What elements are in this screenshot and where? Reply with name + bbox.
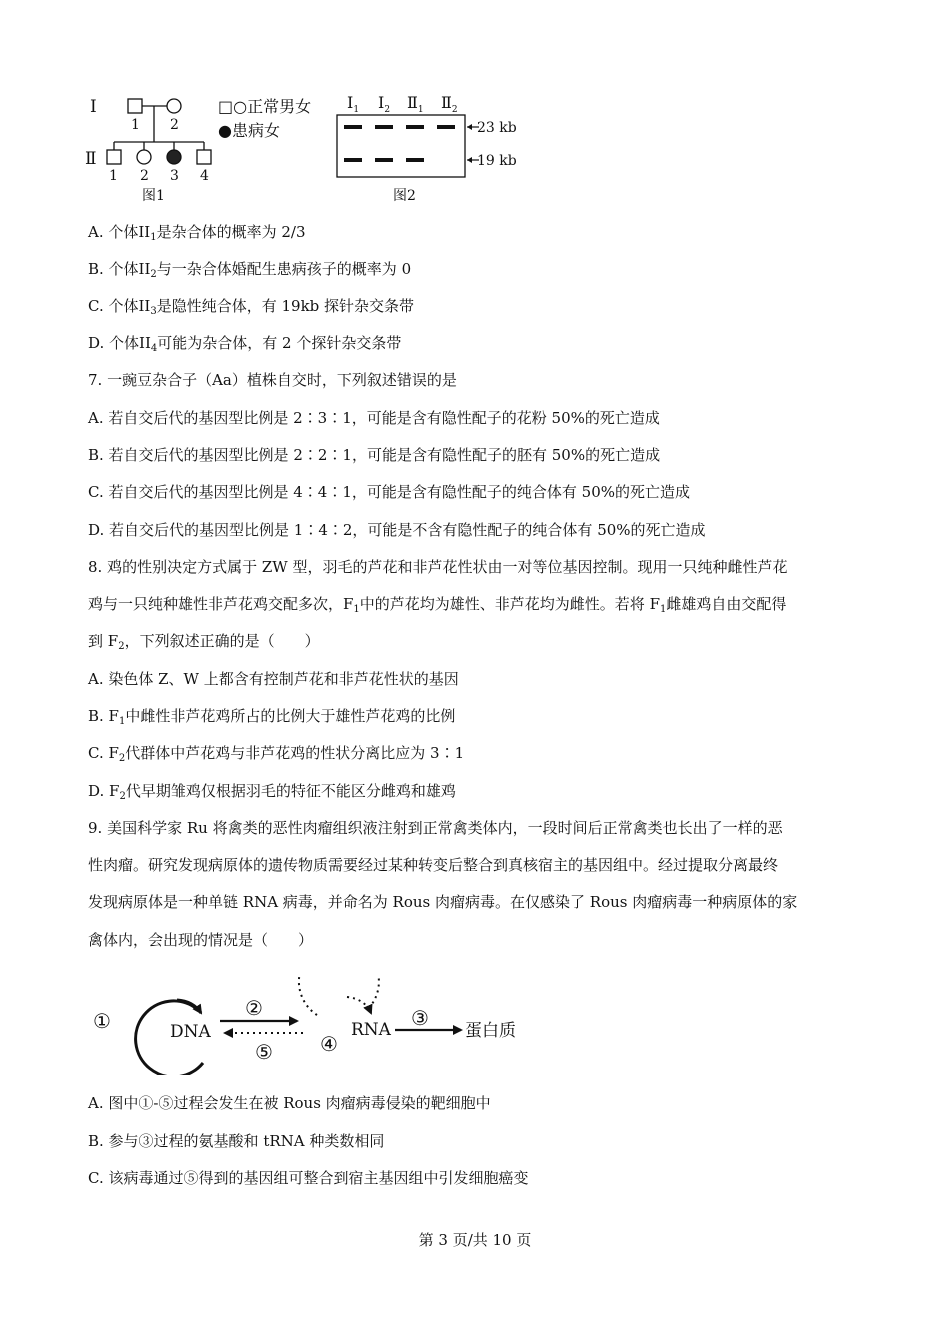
q8-stem-line2: 鸡与一只纯种雄性非芦花鸡交配多次，$F_1$中的芦花均为雄性、非芦花均为雌性。若将 $F_1$雌雄鸡自由交配得 (88, 595, 787, 615)
q9-option-b: B. 参与③过程的氨基酸和 tRNA 种类数相同 (88, 1132, 385, 1150)
q9-option-c: C. 该病毒通过⑤得到的基因组可整合到宿主基因组中引发细胞癌变 (88, 1169, 529, 1187)
legend-affected: ●患病女 (218, 121, 280, 140)
rna-label: RNA (351, 1020, 391, 1040)
q9-stem-line1: 9. 美国科学家 Ru 将禽类的恶性肉瘤组织液注射到正常禽类体内，一段时间后正常禽类也长出了一样的恶 (88, 819, 783, 837)
male-normal-I1 (128, 99, 142, 113)
q8-option-c: C. $F_2$代群体中芦花鸡与非芦花鸡的性状分离比应为 3∶1 (88, 744, 465, 764)
protein-label: 蛋白质 (465, 1021, 516, 1041)
band-19kb-I2 (375, 158, 393, 162)
gel-figure (335, 90, 525, 205)
q9-stem-line3: 发现病原体是一种单链 RNA 病毒，并命名为 Rous 肉瘤病毒。在仅感染了 Rous 肉瘤病毒一种病原体的家 (88, 893, 798, 911)
lane-label-II2: $Ⅱ_2$ (441, 93, 458, 115)
q9-stem-line2: 性肉瘤。研究发现病原体的遗传物质需要经过某种转变后整合到真核宿主的基因组中。经过提取分离最终 (88, 856, 779, 874)
member-II2-number: 2 (140, 168, 149, 184)
q8-option-a: A. 染色体 Z、W 上都含有控制芦花和非芦花性状的基因 (88, 670, 459, 688)
band-23kb-II2 (437, 125, 455, 129)
male-normal-II4 (197, 150, 211, 164)
member-I2-number: 2 (170, 117, 179, 133)
q8-stem-line3: 到 $F_2$，下列叙述正确的是（ ） (88, 632, 320, 652)
member-I1-number: 1 (131, 117, 140, 133)
process-5-label: ⑤ (255, 1040, 273, 1064)
arrowhead-icon (467, 124, 472, 130)
generation-label-II: Ⅱ (85, 149, 97, 169)
q7-option-b: B. 若自交后代的基因型比例是 2∶2∶1，可能是含有隐性配子的胚有 50%的死亡造成 (88, 446, 661, 464)
generation-label-I: I (90, 97, 97, 117)
lane-label-I2: $I_2$ (378, 93, 391, 115)
q8-stem-line1: 8. 鸡的性别决定方式属于 ZW 型，羽毛的芦花和非芦花性状由一对等位基因控制。现用一只纯种雌性芦花 (88, 558, 788, 576)
q7-option-d: D. 若自交后代的基因型比例是 1∶4∶2，可能是不含有隐性配子的纯合体有 50%的死亡造成 (88, 521, 706, 539)
q6-option-a: A. 个体$II_1$是杂合体的概率为 2/3 (88, 223, 306, 243)
q6-option-d: D. 个体$II_4$可能为杂合体，有 2 个探针杂交条带 (88, 334, 402, 354)
q9-option-a: A. 图中①-⑤过程会发生在被 Rous 肉瘤病毒侵染的靶细胞中 (88, 1094, 491, 1112)
male-normal-II1 (107, 150, 121, 164)
band-19kb-I1 (344, 158, 362, 162)
q7-option-a: A. 若自交后代的基因型比例是 2∶3∶1，可能是含有隐性配子的花粉 50%的死亡造成 (88, 409, 660, 427)
q8-option-d: D. $F_2$代早期雏鸡仅根据羽毛的特征不能区分雌鸡和雄鸡 (88, 782, 456, 802)
q9-stem-line4: 禽体内，会出现的情况是（ ） (88, 931, 314, 949)
member-II3-number: 3 (170, 168, 179, 184)
pedigree-legend (218, 95, 311, 143)
lane-label-I1: $I_1$ (347, 93, 360, 115)
member-II1-number: 1 (109, 168, 118, 184)
female-normal-I2 (167, 99, 181, 113)
process-2-label: ② (245, 996, 263, 1020)
q6-option-c: C. 个体$II_3$是隐性纯合体，有 19kb 探针杂交条带 (88, 297, 415, 317)
female-normal-II2 (137, 150, 151, 164)
pedigree-figure (80, 90, 240, 205)
rna-replication-loop (299, 975, 379, 1015)
lane-label-II1: $Ⅱ_1$ (407, 93, 424, 115)
band-size-19kb: 19 kb (477, 153, 517, 169)
q6-option-b: B. 个体$II_2$与一杂合体婚配生患病孩子的概率为 0 (88, 260, 412, 280)
process-4-label: ④ (320, 1032, 338, 1056)
member-II4-number: 4 (200, 168, 209, 184)
arrowhead-icon (467, 157, 472, 163)
q7-stem: 7. 一豌豆杂合子（Aa）植株自交时，下列叙述错误的是 (88, 371, 457, 389)
rna-replication-arrow (347, 997, 371, 1013)
band-23kb-I2 (375, 125, 393, 129)
legend-normal: □○正常男女 (218, 97, 312, 116)
female-affected-II3 (167, 150, 181, 164)
page-footer: 第 3 页/共 10 页 (418, 1231, 532, 1249)
band-23kb-I1 (344, 125, 362, 129)
dna-label: DNA (170, 1022, 211, 1042)
q8-option-b: B. $F_1$中雌性非芦花鸡所占的比例大于雄性芦花鸡的比例 (88, 707, 456, 727)
band-size-23kb: 23 kb (477, 120, 517, 136)
process-3-label: ③ (411, 1006, 429, 1030)
gel-frame (337, 115, 465, 177)
central-dogma-diagram (85, 975, 535, 1075)
process-1-label: ① (93, 1009, 111, 1033)
band-19kb-II1 (406, 158, 424, 162)
figure1-caption: 图1 (142, 188, 165, 204)
band-23kb-II1 (406, 125, 424, 129)
q7-option-c: C. 若自交后代的基因型比例是 4∶4∶1，可能是含有隐性配子的纯合体有 50%的死亡造成 (88, 483, 690, 501)
figure2-caption: 图2 (393, 188, 416, 204)
